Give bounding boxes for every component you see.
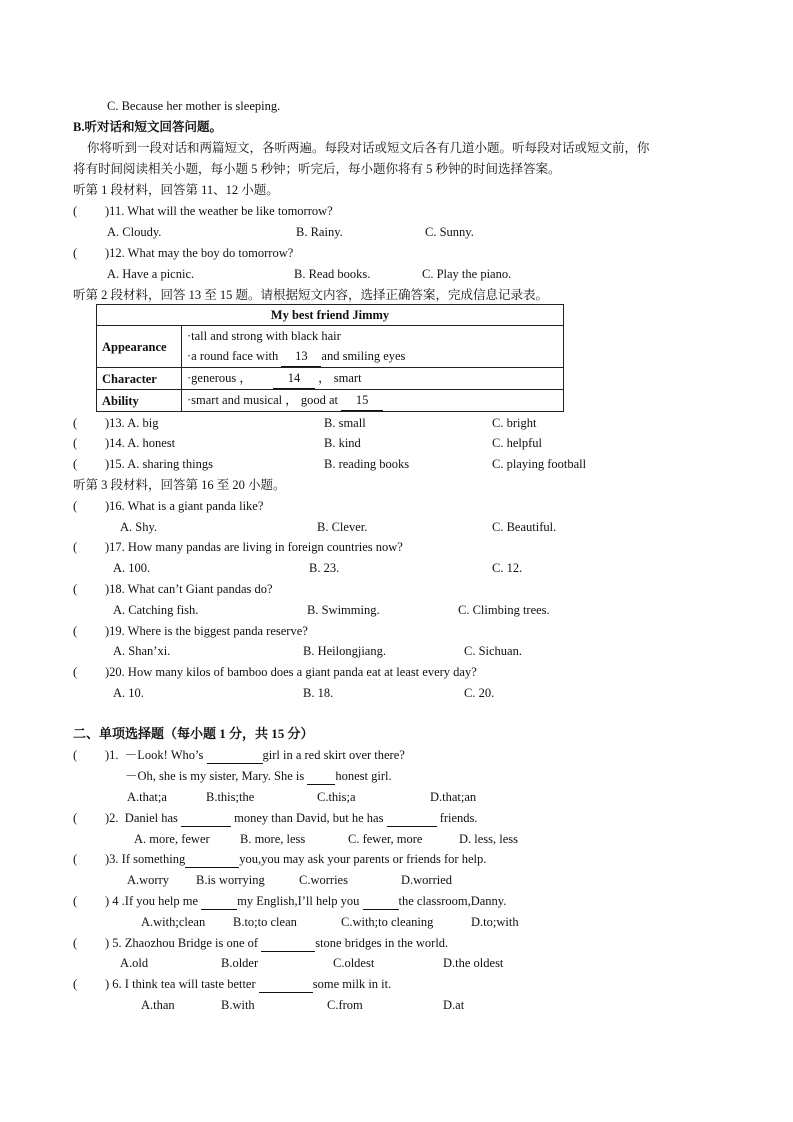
character-line [182, 368, 564, 390]
q18-stem: )18. What can’t Giant pandas do? [105, 582, 273, 596]
s3-text-a: )3. If something [105, 852, 186, 866]
s1-option-c[interactable]: C.this;a [317, 790, 356, 804]
s6-blank[interactable] [259, 976, 313, 993]
s5-blank[interactable] [261, 935, 315, 952]
q17-paren: ( [73, 540, 78, 554]
q15-option-c[interactable]: C. playing football [492, 457, 587, 471]
q16-stem: )16. What is a giant panda like? [105, 499, 264, 513]
s4-option-c[interactable]: C.with;to cleaning [341, 915, 434, 929]
s1-option-d[interactable]: D.that;an [430, 790, 477, 804]
q14-option-c[interactable]: C. helpful [492, 436, 542, 450]
s5-text-a: ) 5. Zhaozhou Bridge is one of [105, 936, 262, 950]
q19-stem: )19. Where is the biggest panda reserve? [105, 624, 308, 638]
s3-option-d[interactable]: D.worried [401, 873, 453, 887]
s3-stem [105, 851, 486, 868]
ability-line [182, 390, 564, 412]
appearance-line-1: ·tall and strong with black hair [182, 326, 564, 347]
s1-text-a: )1. －Look! Who’s [105, 748, 207, 762]
section-b-instruction-1: 你将听到一段对话和两篇短文，各听两遍。每段对话或短文后各有几道小题。听每段对话或短文前，你 [87, 141, 650, 155]
s2-blank-2[interactable] [387, 810, 437, 827]
section-2-heading: 二、单项选择题（每小题 1 分，共 15 分） [73, 726, 314, 741]
q10-option-c: C. Because her mother is sleeping. [107, 99, 281, 113]
s5-option-c[interactable]: C.oldest [333, 956, 375, 970]
q20-option-a[interactable]: A. 10. [113, 686, 144, 700]
table-title: My best friend Jimmy [97, 305, 564, 326]
q19-option-c[interactable]: C. Sichuan. [464, 644, 522, 658]
q15-option-b[interactable]: B. reading books [324, 457, 410, 471]
s4-text-c: the classroom,Danny. [398, 894, 507, 908]
q17-option-a[interactable]: A. 100. [113, 561, 151, 575]
blank-13[interactable]: 13 [281, 346, 321, 367]
s2-option-c[interactable]: C. fewer, more [348, 832, 423, 846]
s2-blank-1[interactable] [181, 810, 231, 827]
s1-text-c: －Oh, she is my sister, Mary. She is [125, 769, 308, 783]
s5-option-d[interactable]: D.the oldest [443, 956, 504, 970]
s3-option-c[interactable]: C.worries [299, 873, 348, 887]
q20-option-c[interactable]: C. 20. [464, 686, 495, 700]
appearance-text-a: ·a round face with [187, 349, 279, 363]
q14-paren: ( [73, 436, 78, 450]
q18-option-b[interactable]: B. Swimming. [307, 603, 380, 617]
q20-stem: )20. How many kilos of bamboo does a giant panda eat at least every day? [105, 665, 477, 679]
q11-paren: ( [73, 204, 78, 218]
appearance-text-b: and smiling eyes [321, 349, 406, 363]
blank-15[interactable]: 15 [341, 390, 383, 411]
q12-paren: ( [73, 246, 78, 260]
s5-stem [105, 935, 448, 952]
s6-paren: ( [73, 977, 78, 991]
q14-stem: )14. A. honest [105, 436, 176, 450]
q13-option-c[interactable]: C. bright [492, 416, 537, 430]
s6-option-c[interactable]: C.from [327, 998, 363, 1012]
q13-stem: )13. A. big [105, 416, 159, 430]
q12-option-b[interactable]: B. Read books. [294, 267, 371, 281]
s2-option-d[interactable]: D. less, less [459, 832, 519, 846]
q18-option-a[interactable]: A. Catching fish. [113, 603, 199, 617]
part3-instruction: 听第 3 段材料，回答第 16 至 20 小题。 [73, 478, 286, 492]
s6-option-b[interactable]: B.with [221, 998, 255, 1012]
character-text-a: ·generous ， [187, 371, 252, 385]
s4-text-a: ) 4 .If you help me [105, 894, 202, 908]
s6-option-d[interactable]: D.at [443, 998, 465, 1012]
q17-option-b[interactable]: B. 23. [309, 561, 340, 575]
s6-option-a[interactable]: A.than [141, 998, 175, 1012]
s1-option-a[interactable]: A.that;a [127, 790, 167, 804]
q18-paren: ( [73, 582, 78, 596]
s3-text-b: you,you may ask your parents or friends for help. [239, 852, 487, 866]
q16-paren: ( [73, 499, 78, 513]
q11-option-c[interactable]: C. Sunny. [425, 225, 474, 239]
appearance-label: Appearance [97, 326, 182, 368]
part1-instruction: 听第 1 段材料，回答第 11、12 小题。 [73, 183, 279, 197]
q19-option-a[interactable]: A. Shan’xi. [113, 644, 171, 658]
q14-option-b[interactable]: B. kind [324, 436, 361, 450]
s1-stem [105, 747, 405, 764]
section-b-heading: B.听对话和短文回答问题。 [73, 120, 222, 134]
q12-stem: )12. What may the boy do tomorrow? [105, 246, 294, 260]
q11-option-b[interactable]: B. Rainy. [296, 225, 343, 239]
s4-option-a[interactable]: A.with;clean [141, 915, 206, 929]
q11-option-a[interactable]: A. Cloudy. [107, 225, 162, 239]
s2-option-a[interactable]: A. more, fewer [134, 832, 210, 846]
q13-paren: ( [73, 416, 78, 430]
s5-paren: ( [73, 936, 78, 950]
q19-paren: ( [73, 624, 78, 638]
q18-option-c[interactable]: C. Climbing trees. [458, 603, 550, 617]
s2-stem [105, 810, 478, 827]
s6-text-b: some milk in it. [312, 977, 392, 991]
q16-option-b[interactable]: B. Clever. [317, 520, 368, 534]
s6-text-a: ) 6. I think tea will taste better [105, 977, 259, 991]
s3-blank[interactable] [185, 851, 239, 868]
s2-option-b[interactable]: B. more, less [240, 832, 306, 846]
q16-option-a[interactable]: A. Shy. [120, 520, 158, 534]
s2-text-b: money than David, but he has [231, 811, 387, 825]
s6-stem [105, 976, 391, 993]
q12-option-c[interactable]: C. Play the piano. [422, 267, 512, 281]
q20-option-b[interactable]: B. 18. [303, 686, 334, 700]
s4-option-b[interactable]: B.to;to clean [233, 915, 297, 929]
q13-option-b[interactable]: B. small [324, 416, 366, 430]
s5-text-b: stone bridges in the world. [315, 936, 449, 950]
q11-stem: )11. What will the weather be like tomorrow? [105, 204, 333, 218]
s4-stem [105, 893, 506, 910]
s1-text-d: honest girl. [335, 769, 392, 783]
s1-line-2 [125, 768, 392, 785]
s3-option-a[interactable]: A.worry [127, 873, 170, 887]
info-record-table [96, 304, 564, 412]
blank-14[interactable]: 14 [273, 368, 315, 389]
q15-paren: ( [73, 457, 78, 471]
s5-option-a[interactable]: A.old [120, 956, 149, 970]
part2-instruction: 听第 2 段材料，回答 13 至 15 题。请根据短文内容，选择正确答案，完成信息记录表。 [73, 288, 549, 302]
q19-option-b[interactable]: B. Heilongjiang. [303, 644, 386, 658]
ability-label: Ability [97, 390, 182, 412]
q15-stem: )15. A. sharing things [105, 457, 213, 471]
ability-text: ·smart and musical ， good at [187, 393, 339, 407]
s4-blank-1[interactable] [201, 893, 237, 910]
character-text-b: ， smart [318, 371, 362, 385]
s4-option-d[interactable]: D.to;with [471, 915, 519, 929]
q16-option-c[interactable]: C. Beautiful. [492, 520, 557, 534]
s2-paren: ( [73, 811, 78, 825]
s1-text-b: girl in a red skirt over there? [262, 748, 405, 762]
s2-text-a: )2. Daniel has [105, 811, 182, 825]
s4-text-b: my English,I’ll help you [237, 894, 363, 908]
s1-blank-2[interactable] [307, 768, 335, 785]
q20-paren: ( [73, 665, 78, 679]
s3-paren: ( [73, 852, 78, 866]
q12-option-a[interactable]: A. Have a picnic. [107, 267, 195, 281]
s1-option-b[interactable]: B.this;the [206, 790, 255, 804]
s4-blank-2[interactable] [363, 893, 399, 910]
s2-text-c: friends. [436, 811, 478, 825]
s1-blank-1[interactable] [207, 747, 263, 764]
s3-option-b[interactable]: B.is worrying [196, 873, 265, 887]
appearance-line-2 [182, 346, 564, 368]
s1-paren: ( [73, 748, 78, 762]
section-b-instruction-2: 将有时间阅读相关小题，每小题 5 秒钟；听完后，每小题你将有 5 秒钟的时间选择答案。 [73, 162, 561, 176]
character-label: Character [97, 368, 182, 390]
s5-option-b[interactable]: B.older [221, 956, 259, 970]
q17-option-c[interactable]: C. 12. [492, 561, 523, 575]
q17-stem: )17. How many pandas are living in foreign countries now? [105, 540, 403, 554]
s4-paren: ( [73, 894, 78, 908]
